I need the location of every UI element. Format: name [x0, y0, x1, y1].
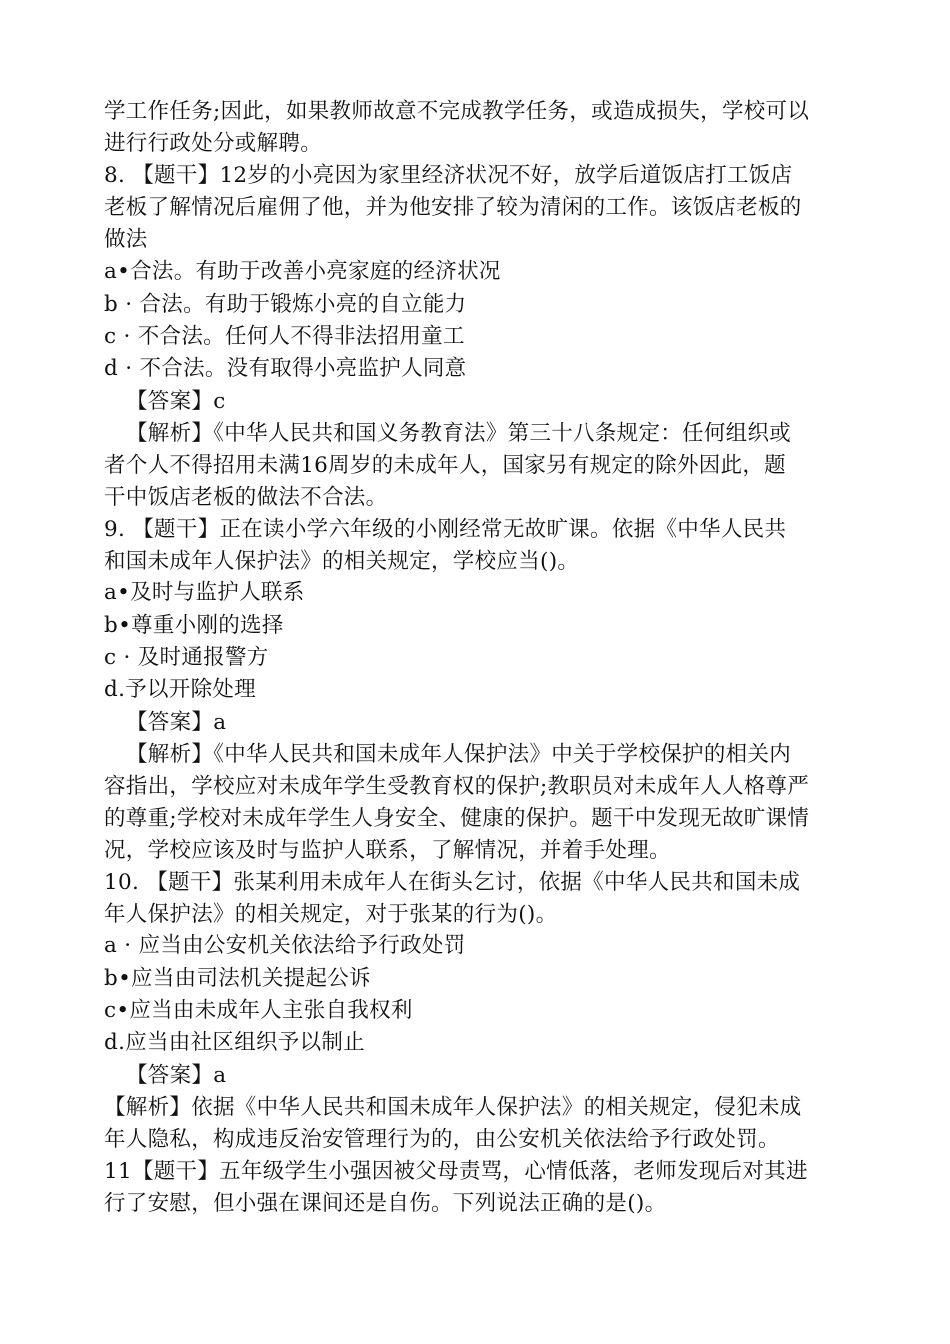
text-line: 行了安慰，但小强在课间还是自伤。下列说法正确的是()。: [104, 1191, 667, 1216]
analysis-line: 【解析】《中华人民共和国义务教育法》第三十八条规定：任何组织或: [126, 421, 792, 446]
text-line: 干中饭店老板的做法不合法。: [104, 485, 388, 510]
analysis-line: 【解析】《中华人民共和国未成年人保护法》中关于学校保护的相关内: [126, 742, 792, 767]
option-b: b•尊重小刚的选择: [104, 613, 284, 638]
text-line: 年人保护法》的相关规定，对于张某的行为()。: [104, 902, 558, 927]
question-stem: 10. 【题干】张某利用未成年人在街头乞讨，依据《中华人民共和国未成: [104, 870, 801, 895]
text-line: 老板了解情况后雇佣了他，并为他安排了较为清闲的工作。该饭店老板的: [104, 195, 802, 220]
option-b: b · 合法。有助于锻炼小亮的自立能力: [104, 292, 467, 317]
text-line: 况，学校应该及时与监护人联系，了解情况，并着手处理。: [104, 838, 671, 863]
option-a: a•及时与监护人联系: [104, 580, 305, 605]
answer-line: 【答案】a: [126, 710, 227, 735]
option-c: c•应当由未成年人主张自我权利: [104, 998, 413, 1023]
question-stem: 8. 【题干】12岁的小亮因为家里经济状况不好，放学后道饭店打工饭店: [104, 163, 793, 188]
text-line: 容指出，学校应对未成年学生受教育权的保护;教职员对未成年人人格尊严: [104, 774, 810, 799]
analysis-line: 【解析】依据《中华人民共和国未成年人保护法》的相关规定，侵犯未成: [104, 1095, 802, 1120]
text-line: 和国未成年人保护法》的相关规定，学校应当()。: [104, 549, 580, 574]
answer-line: 【答案】c: [126, 389, 226, 414]
text-line: 者个人不得招用未满16周岁的未成年人，国家另有规定的除外因此，题: [104, 453, 786, 478]
text-line: 的尊重;学校对未成年学生人身安全、健康的保护。题干中发现无故旷课情: [104, 806, 810, 831]
answer-line: 【答案】a: [126, 1063, 227, 1088]
option-d: d · 不合法。没有取得小亮监护人同意: [104, 356, 467, 381]
option-d: d.予以开除处理: [104, 677, 256, 702]
option-c: c · 及时通报警方: [104, 645, 269, 670]
text-line: 做法: [104, 227, 148, 252]
question-stem: 11【题干】五年级学生小强因被父母责骂，心情低落，老师发现后对其进: [104, 1159, 808, 1184]
option-a: a•合法。有助于改善小亮家庭的经济状况: [104, 259, 501, 284]
option-a: a · 应当由公安机关依法给予行政处罚: [104, 933, 466, 958]
text-line: 进行行政处分或解聘。: [104, 131, 323, 156]
text-line: 年人隐私，构成违反治安管理行为的，由公安机关依法给予行政处罚。: [104, 1127, 780, 1152]
option-b: b•应当由司法机关提起公诉: [104, 966, 371, 991]
text-line: 学工作任务;因此，如果教师故意不完成教学任务，或造成损失，学校可以: [104, 99, 810, 124]
option-d: d.应当由社区组织予以制止: [104, 1030, 365, 1055]
question-stem: 9. 【题干】正在读小学六年级的小刚经常无故旷课。依据《中华人民共: [104, 517, 787, 542]
option-c: c · 不合法。任何人不得非法招用童工: [104, 324, 465, 349]
